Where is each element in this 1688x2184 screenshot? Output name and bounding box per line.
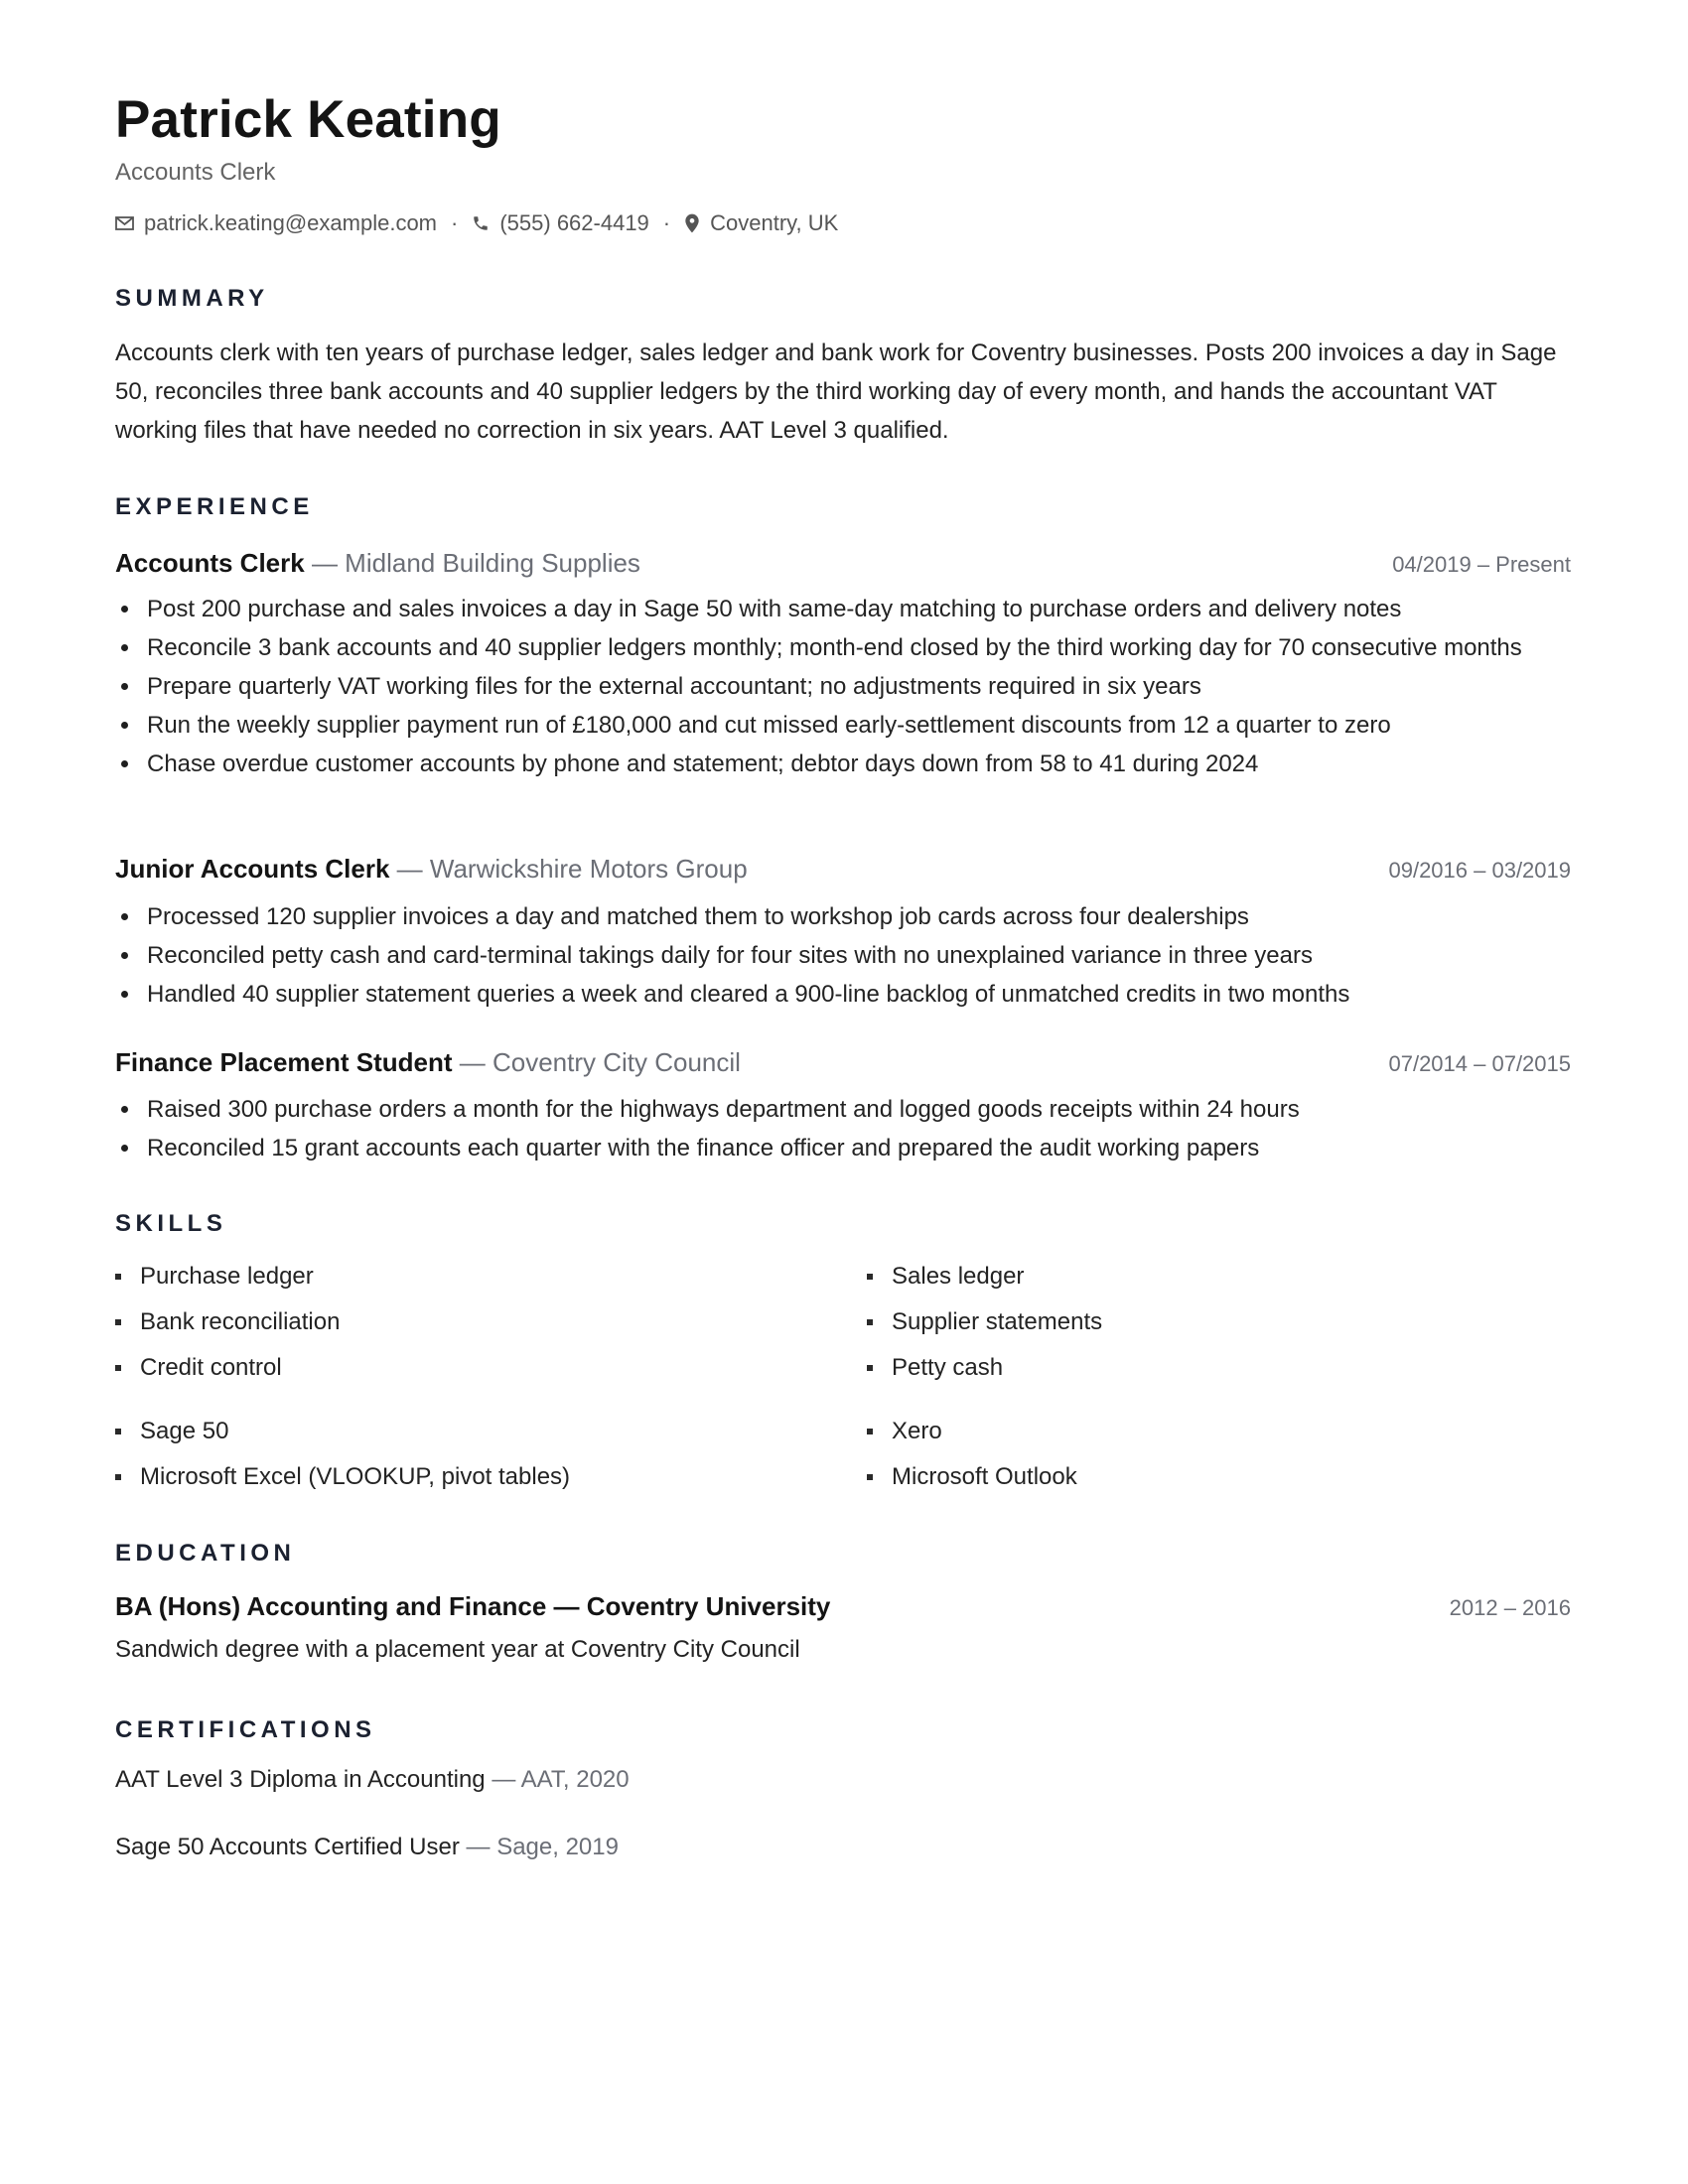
contact-separator: ·: [662, 210, 671, 235]
phone-icon: [472, 214, 490, 232]
job-bullets: [115, 1090, 1603, 1167]
skill-item: Microsoft Outlook: [867, 1454, 1571, 1500]
skill-item: Credit control: [115, 1345, 867, 1391]
job-title-line: [115, 854, 748, 885]
skills-group-core: [115, 1254, 1571, 1391]
skills-heading: SKILLS: [115, 1210, 227, 1237]
job-role: Accounts Clerk: [115, 548, 305, 578]
skill-item: Sage 50: [115, 1409, 867, 1454]
contact-email[interactable]: [115, 210, 437, 236]
phone-text: (555) 662-4419: [499, 210, 649, 235]
job-header: [115, 1047, 1571, 1078]
education-note: Sandwich degree with a placement year at Coventry City Council: [115, 1636, 800, 1663]
certification-name: AAT Level 3 Diploma in Accounting: [115, 1766, 486, 1793]
list-item: Post 200 purchase and sales invoices a day in Sage 50 with same-day matching to purchase orders and delivery notes: [147, 590, 1603, 628]
contact-line: [115, 210, 838, 236]
education-entry: [115, 1591, 1571, 1622]
certification-name: Sage 50 Accounts Certified User: [115, 1834, 460, 1860]
skill-item: Petty cash: [867, 1345, 1571, 1391]
education-degree: BA (Hons) Accounting and Finance — Coventry University: [115, 1591, 831, 1621]
list-item: Reconcile 3 bank accounts and 40 supplier ledgers monthly; month-end closed by the third working day for 70 consecutive months: [147, 628, 1603, 667]
job-bullets: [115, 897, 1603, 1014]
list-item: Reconciled 15 grant accounts each quarter with the finance officer and prepared the audit working papers: [147, 1129, 1603, 1167]
certification-item: [115, 1766, 630, 1794]
education-dates: 2012 – 2016: [1449, 1595, 1571, 1620]
skill-item: Sales ledger: [867, 1254, 1571, 1299]
list-item: Chase overdue customer accounts by phone and statement; debtor days down from 58 to 41 during 2024: [147, 745, 1603, 783]
email-text: patrick.keating@example.com: [144, 210, 438, 235]
location-text: Coventry, UK: [710, 210, 839, 235]
contact-separator: ·: [451, 210, 459, 235]
contact-phone[interactable]: [472, 210, 648, 236]
list-item: Processed 120 supplier invoices a day and matched them to workshop job cards across four dealerships: [147, 897, 1603, 936]
summary-text: Accounts clerk with ten years of purchase ledger, sales ledger and bank work for Coventry businesses. Posts 200 invoices a day in Sage 50, reconciles three bank accounts and 40 supplier ledgers by the third working day of every month, and hands the accountant VAT working files that have needed no correction in six years. AAT Level 3 qualified.: [115, 340, 1557, 444]
job-title-line: [115, 548, 640, 579]
candidate-title: Accounts Clerk: [115, 159, 276, 186]
experience-heading: EXPERIENCE: [115, 493, 314, 520]
skill-item: Microsoft Excel (VLOOKUP, pivot tables): [115, 1454, 867, 1500]
mail-icon: [115, 216, 134, 230]
skill-item: Supplier statements: [867, 1299, 1571, 1345]
job-role: Finance Placement Student: [115, 1047, 453, 1077]
job-dates: 07/2014 – 07/2015: [1388, 1051, 1571, 1076]
job-company: — Midland Building Supplies: [304, 548, 640, 578]
job-dates: 04/2019 – Present: [1392, 552, 1571, 577]
map-pin-icon: [684, 213, 700, 233]
education-heading: EDUCATION: [115, 1540, 296, 1567]
skill-item: Xero: [867, 1409, 1571, 1454]
certification-item: [115, 1834, 619, 1861]
job-company: — Coventry City Council: [452, 1047, 741, 1077]
job-title-line: [115, 1047, 741, 1078]
certifications-heading: CERTIFICATIONS: [115, 1716, 376, 1743]
list-item: Prepare quarterly VAT working files for the external accountant; no adjustments required in six years: [147, 667, 1603, 706]
job-company: — Warwickshire Motors Group: [389, 854, 748, 884]
job-dates: 09/2016 – 03/2019: [1388, 858, 1571, 883]
skill-item: Bank reconciliation: [115, 1299, 867, 1345]
skills-group-software: [115, 1409, 1571, 1500]
job-header: [115, 854, 1571, 885]
list-item: Reconciled petty cash and card-terminal takings daily for four sites with no unexplained variance in three years: [147, 936, 1603, 975]
candidate-name: Patrick Keating: [115, 90, 501, 149]
list-item: Run the weekly supplier payment run of £180,000 and cut missed early-settlement discounts from 12 a quarter to zero: [147, 706, 1603, 745]
list-item: Raised 300 purchase orders a month for the highways department and logged goods receipts within 24 hours: [147, 1090, 1603, 1129]
contact-location: [684, 210, 838, 236]
summary-heading: SUMMARY: [115, 285, 269, 312]
job-header: [115, 548, 1571, 579]
job-role: Junior Accounts Clerk: [115, 854, 390, 884]
list-item: Handled 40 supplier statement queries a week and cleared a 900-line backlog of unmatched credits in two months: [147, 975, 1603, 1014]
job-bullets: [115, 590, 1603, 783]
skill-item: Purchase ledger: [115, 1254, 867, 1299]
certification-issuer: — Sage, 2019: [459, 1834, 619, 1860]
certification-issuer: — AAT, 2020: [485, 1766, 630, 1793]
